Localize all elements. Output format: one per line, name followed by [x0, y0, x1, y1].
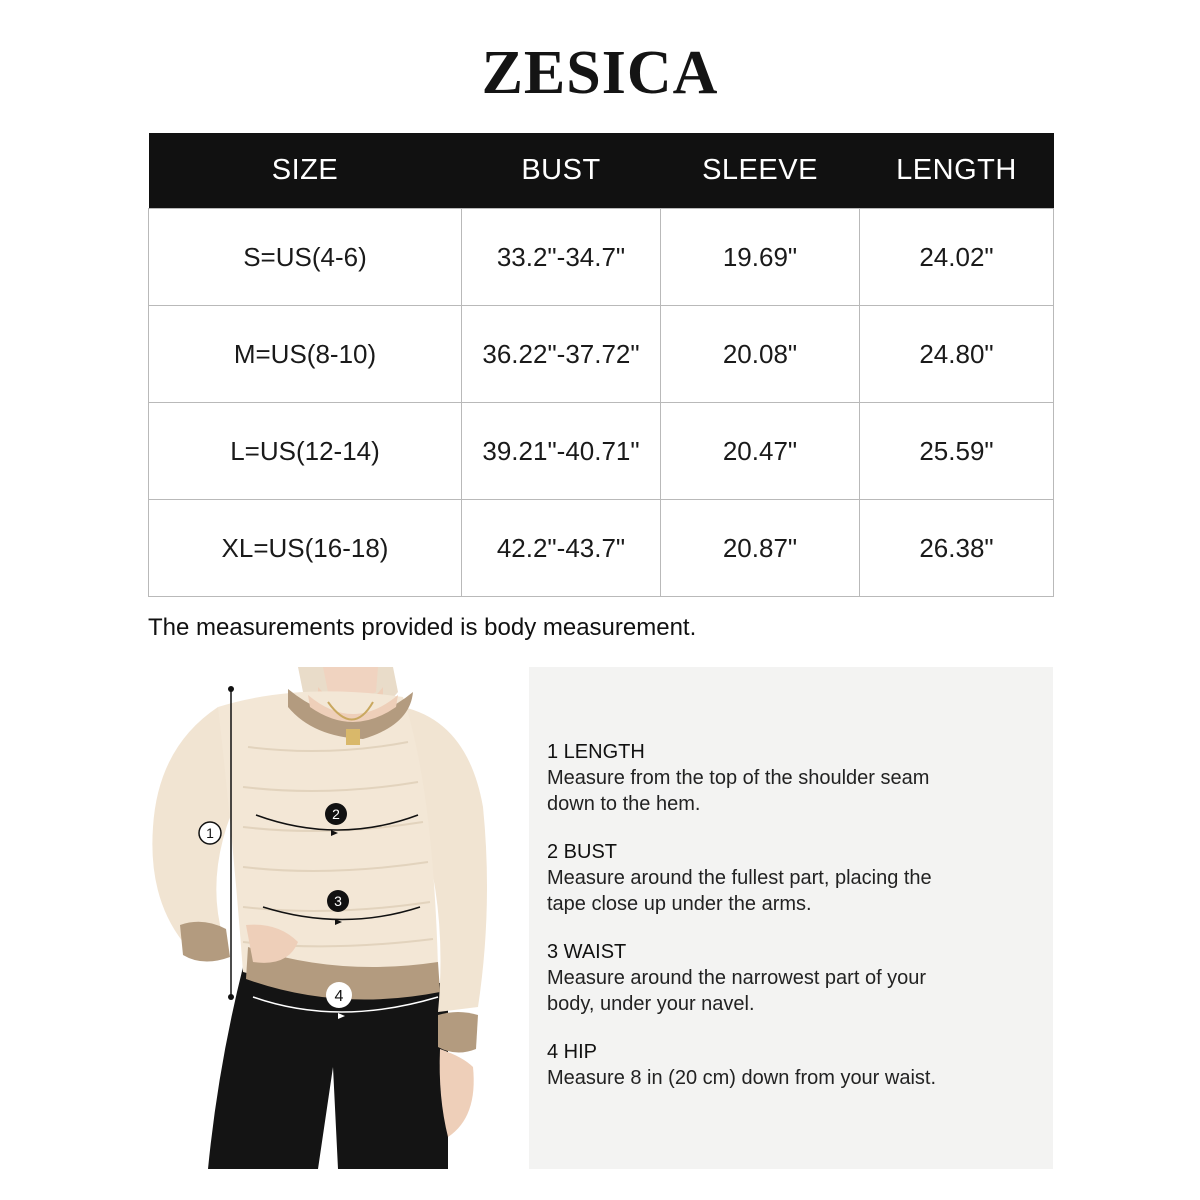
marker-2: 2	[332, 806, 340, 822]
cell-length: 25.59"	[860, 403, 1054, 500]
guide-title: 1 LENGTH	[547, 741, 645, 763]
header-length: LENGTH	[860, 133, 1054, 209]
cell-bust: 33.2"-34.7"	[462, 209, 661, 306]
guide-desc: Measure around the narrowest part of your body, under your navel.	[547, 967, 927, 1015]
measurement-note: The measurements provided is body measurement.	[148, 614, 697, 641]
cell-bust: 42.2"-43.7"	[462, 500, 661, 597]
table-row	[149, 500, 1054, 597]
cell-size: S=US(4-6)	[149, 209, 462, 306]
marker-3: 3	[334, 893, 342, 909]
measurement-guide-panel	[529, 667, 1053, 1169]
cell-size: XL=US(16-18)	[149, 500, 462, 597]
guide-title: 4 HIP	[547, 1041, 598, 1063]
cell-sleeve: 20.87"	[661, 500, 860, 597]
size-chart-table	[148, 133, 1054, 597]
marker-1: 1	[206, 825, 214, 841]
table-row	[149, 209, 1054, 306]
table-row	[149, 403, 1054, 500]
guide-title: 2 BUST	[547, 841, 618, 863]
marker-4: 4	[334, 988, 344, 1005]
cell-sleeve: 19.69"	[661, 209, 860, 306]
cell-length: 24.80"	[860, 306, 1054, 403]
cell-size: M=US(8-10)	[149, 306, 462, 403]
brand-logo: ZESICA	[481, 39, 719, 107]
header-bust: BUST	[462, 133, 661, 209]
cell-sleeve: 20.08"	[661, 306, 860, 403]
header-sleeve: SLEEVE	[661, 133, 860, 209]
guide-item-waist	[547, 939, 1027, 1017]
cell-length: 24.02"	[860, 209, 1054, 306]
table-header-row	[149, 133, 1054, 209]
cell-length: 26.38"	[860, 500, 1054, 597]
guide-desc: Measure around the fullest part, placing the tape close up under the arms.	[547, 867, 932, 915]
guide-title: 3 WAIST	[547, 941, 627, 963]
cell-size: L=US(12-14)	[149, 403, 462, 500]
guide-item-length	[547, 739, 1027, 817]
cell-sleeve: 20.47"	[661, 403, 860, 500]
cell-bust: 36.22"-37.72"	[462, 306, 661, 403]
header-size: SIZE	[149, 133, 462, 209]
table-row	[149, 306, 1054, 403]
guide-desc: Measure 8 in (20 cm) down from your waist.	[547, 1067, 937, 1089]
guide-item-hip	[547, 1039, 1027, 1091]
cell-bust: 39.21"-40.71"	[462, 403, 661, 500]
guide-item-bust	[547, 839, 1027, 917]
sweater-illustration	[148, 667, 530, 1169]
model-photo	[148, 667, 530, 1169]
guide-desc: Measure from the top of the shoulder seam down to the hem.	[547, 767, 930, 815]
